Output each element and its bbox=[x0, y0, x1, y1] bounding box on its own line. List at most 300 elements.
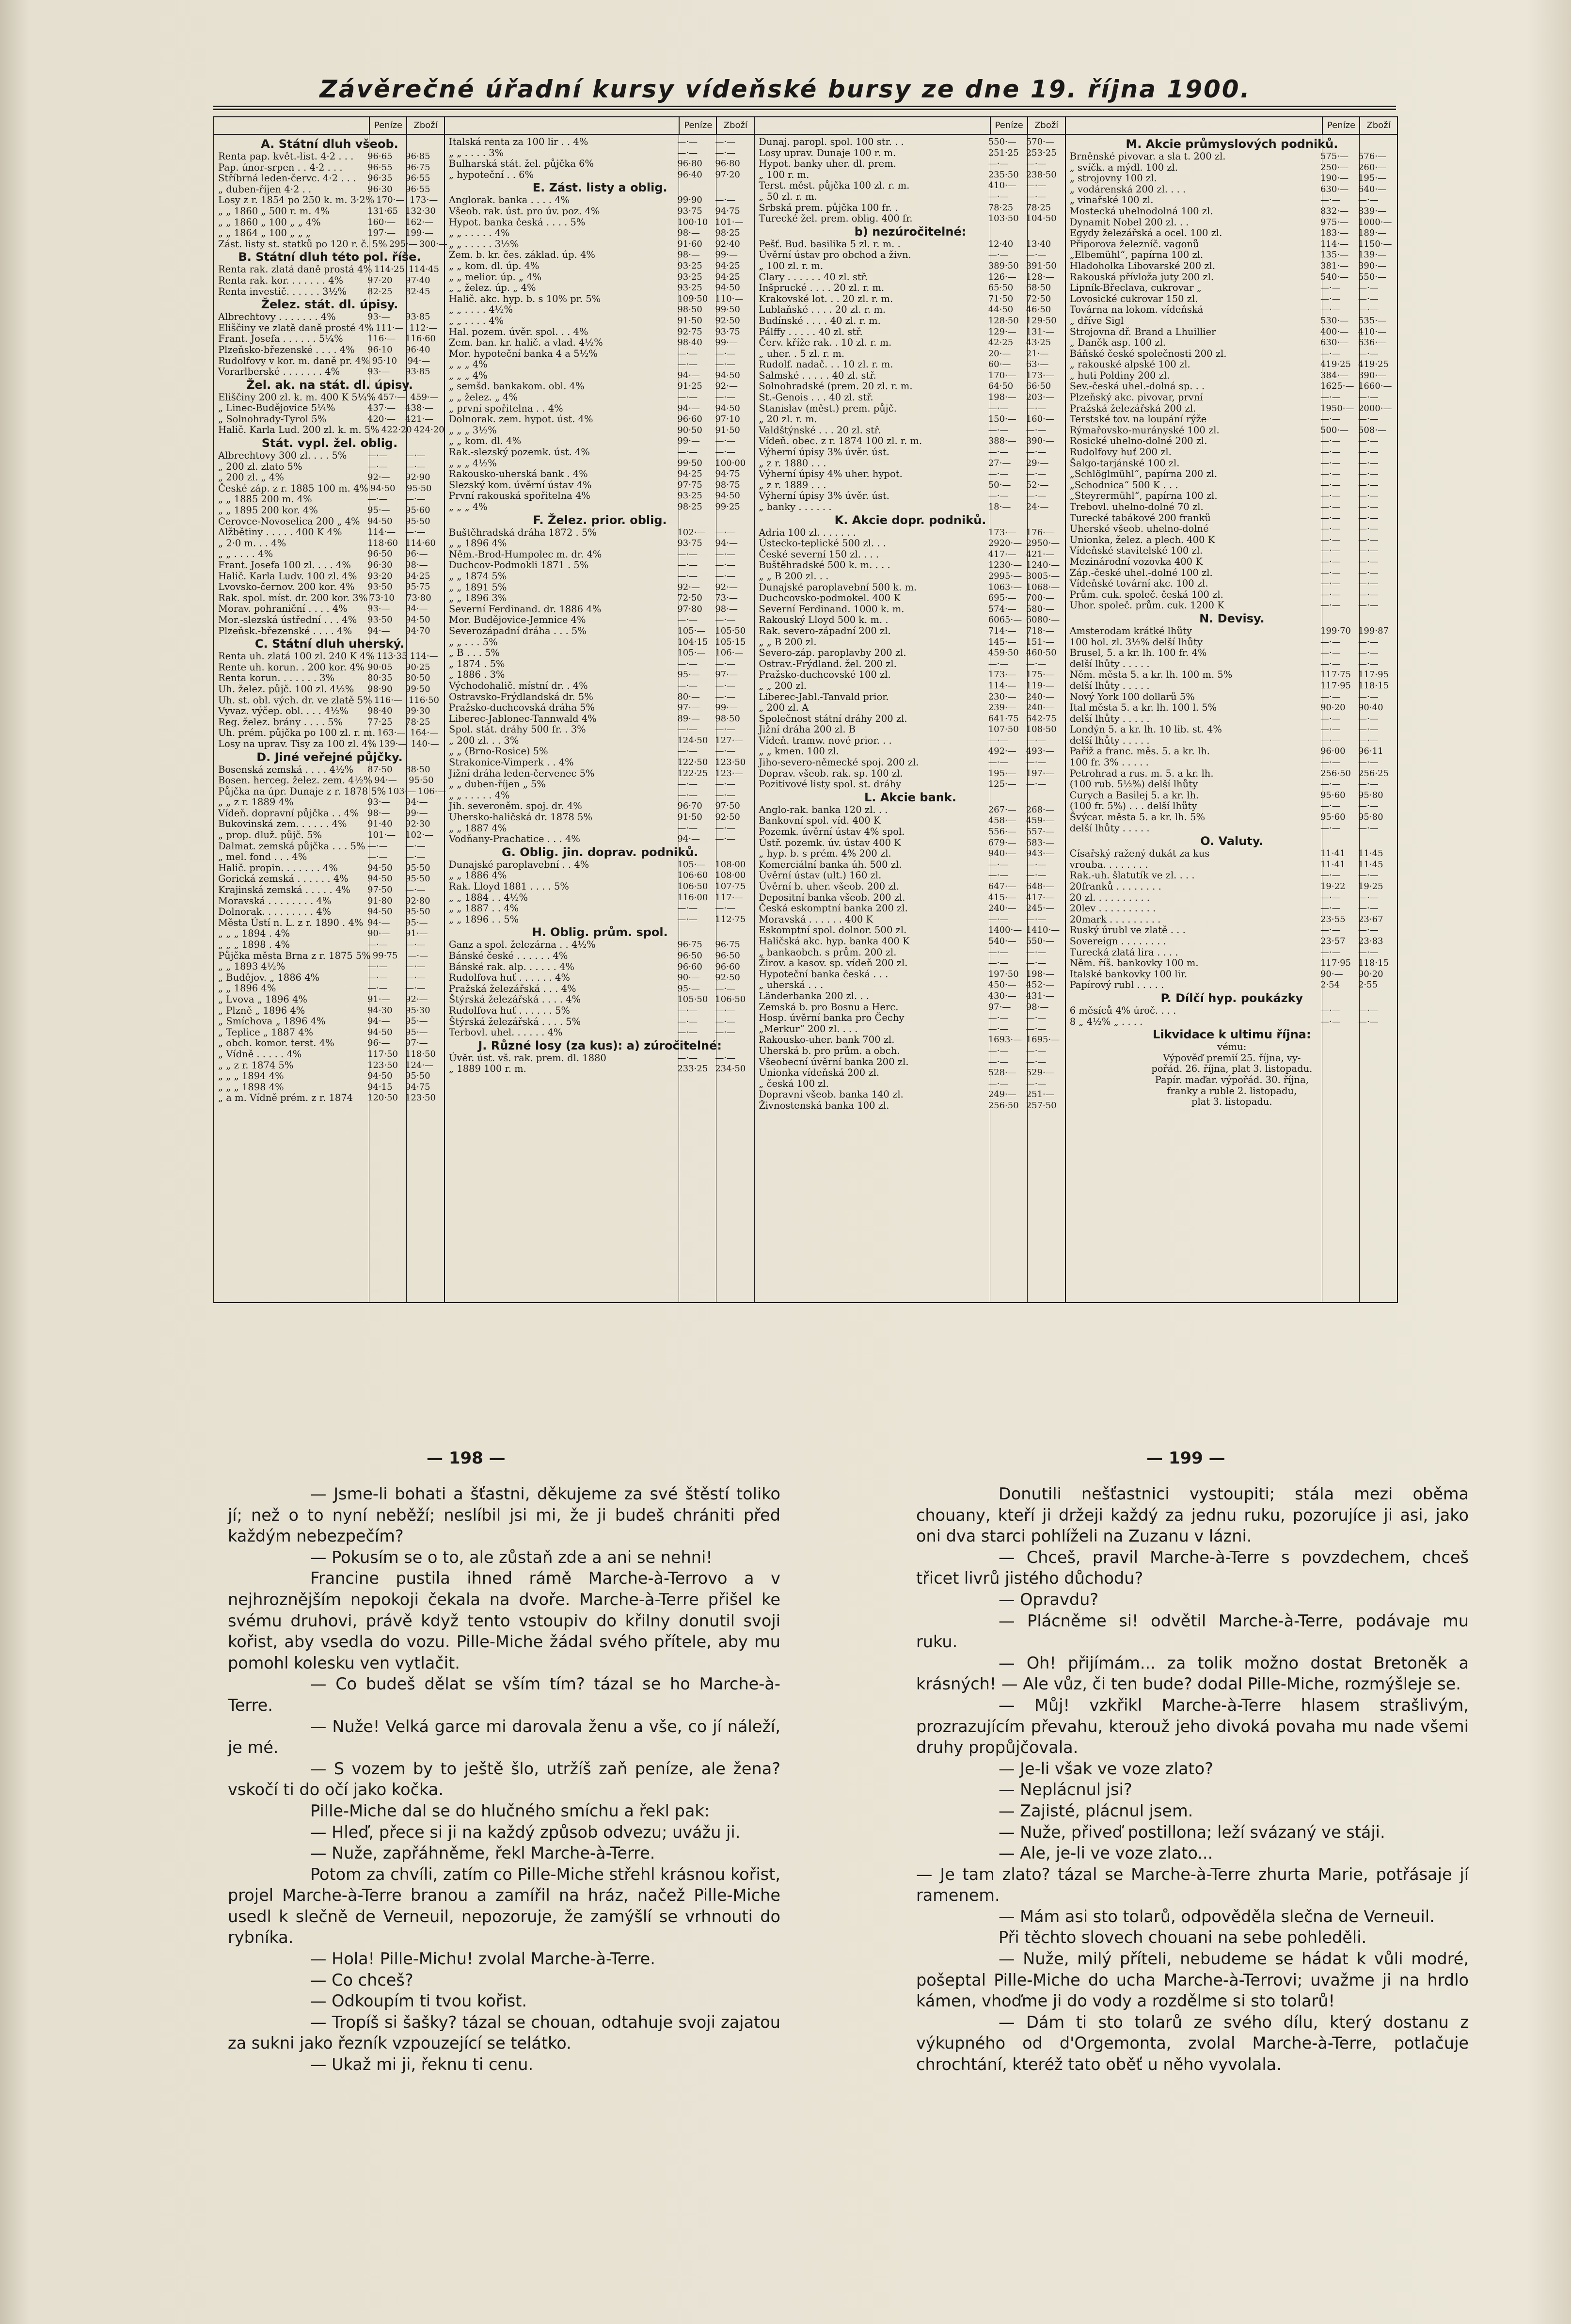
security-name: „ Teplice „ 1887 4% bbox=[218, 1026, 314, 1038]
goods-price: —·— bbox=[1358, 735, 1379, 746]
rate-row bbox=[218, 615, 441, 626]
security-name: Duchcov-Podmokli 1871 . 5% bbox=[449, 559, 589, 571]
money-price: —·— bbox=[677, 392, 698, 403]
money-price: —·— bbox=[1320, 779, 1341, 790]
security-name: Ganz a spol. železárna . . 4½% bbox=[449, 939, 596, 951]
security-name: delší lhůty . . . . . bbox=[1069, 822, 1150, 834]
security-name: „Elbemühl“, papírna 100 zl. bbox=[1069, 249, 1204, 261]
title-rule-bottom bbox=[213, 109, 1396, 110]
money-price: 199·70 bbox=[1320, 625, 1351, 636]
security-name: „ „ „ 3½% bbox=[449, 424, 497, 436]
note-line: vému: bbox=[1217, 1041, 1247, 1053]
money-price: 6065·— bbox=[988, 615, 1022, 625]
security-name: Halič. akc. hyp. b. s 10% pr. 5% bbox=[449, 293, 601, 304]
money-price: 540·— bbox=[1320, 271, 1349, 282]
money-price: 93·25 bbox=[677, 491, 702, 501]
security-name: „ „ 1874 5% bbox=[449, 570, 507, 582]
security-name: Města Ústí n. L. z r. 1890 . 4% bbox=[218, 917, 364, 928]
rate-row bbox=[449, 604, 751, 615]
rate-row bbox=[759, 805, 1062, 816]
money-price: 381·— bbox=[1320, 260, 1349, 271]
rate-row bbox=[218, 173, 441, 184]
money-price: —·— bbox=[1320, 293, 1341, 304]
security-name: „ 2·0 m. . . 4% bbox=[218, 537, 286, 549]
goods-price: —·— bbox=[1358, 1016, 1379, 1027]
security-name: Halič. propin. . . . . . . 4% bbox=[218, 862, 338, 874]
goods-price: 99·30 bbox=[405, 706, 430, 716]
security-name: Eliščiny 200 zl. k. m. 400 K 5¼% bbox=[218, 391, 376, 403]
rate-row bbox=[218, 928, 441, 939]
rate-row bbox=[449, 714, 751, 725]
goods-price: —·— bbox=[1026, 859, 1047, 870]
rate-row bbox=[759, 757, 1062, 768]
rate-row bbox=[759, 1079, 1062, 1090]
goods-price: 95·60 bbox=[405, 505, 430, 516]
rate-row bbox=[218, 516, 441, 527]
goods-price: —·— bbox=[715, 436, 736, 446]
goods-price: 452·— bbox=[1026, 980, 1054, 990]
security-name: Severní Ferdinand. dr. 1886 4% bbox=[449, 603, 602, 615]
story-paragraph: — Je-li však ve voze zlato? bbox=[999, 1759, 1213, 1778]
money-price: —·— bbox=[1320, 283, 1341, 293]
rate-row bbox=[1070, 469, 1394, 480]
security-name: delší lhůty . . . . . bbox=[1069, 734, 1150, 746]
security-name: Rudolfovy v kor. m. daně pr. 4% bbox=[218, 355, 370, 366]
story-paragraph: — Ale, je-li ve voze zlato... bbox=[999, 1844, 1213, 1863]
goods-price: 98·75 bbox=[715, 479, 740, 490]
goods-price: —·— bbox=[1358, 414, 1379, 425]
goods-price: 260·— bbox=[1358, 162, 1387, 173]
money-price: —·— bbox=[1320, 195, 1341, 206]
goods-price: 151·— bbox=[1026, 637, 1054, 647]
security-name: Londýn 5. a kr. lh. 10 lib. st. 4% bbox=[1069, 724, 1222, 735]
goods-price: —·— bbox=[1358, 447, 1379, 458]
money-price: 540·— bbox=[988, 936, 1016, 946]
goods-price: —·— bbox=[715, 834, 736, 844]
rate-row bbox=[449, 593, 751, 604]
goods-price: 91·50 bbox=[715, 425, 740, 435]
rate-row bbox=[449, 250, 751, 261]
security-name: „ 1874 . 5% bbox=[449, 658, 505, 669]
goods-price: —·— bbox=[715, 560, 736, 571]
goods-price: 2950·— bbox=[1026, 538, 1060, 549]
money-price: 23·55 bbox=[1320, 914, 1346, 924]
goods-price: 78·25 bbox=[405, 716, 430, 727]
security-name: Terbovl. uhel. . . . . . 4% bbox=[449, 1027, 563, 1038]
rate-row bbox=[1070, 502, 1394, 513]
section-heading: D. Jiné veřejné půjčky. bbox=[256, 750, 403, 764]
rate-row bbox=[218, 808, 441, 819]
goods-price: —·— bbox=[1026, 491, 1047, 501]
goods-price: 23·67 bbox=[1358, 914, 1383, 924]
rate-row bbox=[759, 560, 1062, 571]
rate-row bbox=[218, 1093, 441, 1104]
security-name: Pražská železářská 200 zl. bbox=[1069, 402, 1196, 414]
goods-price: 129·50 bbox=[1026, 315, 1057, 326]
goods-price: —·— bbox=[715, 983, 736, 994]
security-name: 100 hol. zl. 3½% delší lhůty bbox=[1069, 636, 1203, 648]
goods-price: 94·50 bbox=[715, 403, 740, 414]
goods-price: 108·50 bbox=[1026, 724, 1057, 735]
goods-price: 108·00 bbox=[715, 859, 746, 870]
rate-row bbox=[759, 159, 1062, 170]
security-name: „ „ 1896 4% bbox=[449, 538, 507, 549]
money-price: 550·— bbox=[988, 137, 1016, 147]
security-name: „ „ kom. dl. 4% bbox=[449, 435, 522, 447]
goods-price: —·— bbox=[405, 527, 426, 538]
goods-price: 97·40 bbox=[405, 275, 430, 286]
goods-price: 21·— bbox=[1026, 348, 1049, 359]
money-price: —·— bbox=[1320, 414, 1341, 425]
rate-row bbox=[449, 349, 751, 360]
goods-price: —·— bbox=[715, 195, 736, 206]
money-price: —·— bbox=[988, 1023, 1009, 1034]
money-price: 95·— bbox=[677, 669, 700, 680]
security-name: Severní Ferdinand. 1000 k. m. bbox=[759, 603, 905, 615]
goods-price: 72·50 bbox=[1026, 293, 1051, 304]
rate-row bbox=[1070, 724, 1394, 735]
money-price: —·— bbox=[677, 549, 698, 559]
rate-row bbox=[218, 345, 441, 356]
rate-row bbox=[759, 480, 1062, 491]
money-price: 170·— bbox=[988, 370, 1016, 381]
security-name: „ vodárenská 200 zl. . . . bbox=[1069, 183, 1186, 195]
security-name: Liberec-Jablonec-Tannwald 4% bbox=[449, 713, 597, 724]
section-heading: Žel. ak. na stát. dl. úpisy. bbox=[246, 378, 413, 392]
rate-row bbox=[449, 527, 751, 539]
goods-price: 91·— bbox=[405, 928, 428, 939]
rate-row bbox=[218, 764, 441, 776]
rate-row bbox=[218, 728, 441, 739]
rate-row bbox=[449, 834, 751, 845]
money-price: 295·— bbox=[389, 239, 417, 249]
goods-price: 419·25 bbox=[1358, 359, 1389, 370]
security-name: „ „ 1896 . . 5% bbox=[449, 913, 519, 925]
goods-price: 173·— bbox=[410, 195, 438, 206]
money-price: 92·75 bbox=[677, 326, 702, 337]
security-name: „ „ 1885 200 m. 4% bbox=[218, 493, 312, 505]
goods-price: 97·— bbox=[405, 1038, 428, 1049]
goods-price: 24·— bbox=[1026, 502, 1049, 512]
goods-price: 240·— bbox=[1026, 691, 1054, 702]
money-price: 198·— bbox=[988, 392, 1016, 403]
security-name: Bánské rak. alp. . . . . . 4% bbox=[449, 961, 574, 972]
money-price: 940·— bbox=[988, 848, 1016, 859]
money-price: 90·20 bbox=[1320, 702, 1346, 713]
goods-price: 66·50 bbox=[1026, 381, 1051, 392]
security-name: Amsterodam krátké lhůty bbox=[1069, 625, 1192, 637]
story-paragraph: — Pokusím se o to, ale zůstaň zde a ani se nehni! bbox=[310, 1547, 713, 1567]
rate-row bbox=[1070, 184, 1394, 195]
money-price: 18·— bbox=[988, 502, 1011, 512]
goods-price: —·— bbox=[715, 903, 736, 914]
goods-price: 718·— bbox=[1026, 625, 1054, 636]
money-price: 42·25 bbox=[988, 337, 1014, 348]
rate-row bbox=[759, 593, 1062, 604]
security-name: „ Linec-Budějovice 5¼% bbox=[218, 402, 335, 414]
goods-price: 95·80 bbox=[1358, 790, 1383, 800]
goods-price: —·— bbox=[1358, 903, 1379, 914]
goods-price: —·— bbox=[405, 450, 426, 461]
rate-row bbox=[218, 852, 441, 863]
rate-row bbox=[449, 538, 751, 549]
security-name: Dolnorak. . . . . . . . . 4% bbox=[218, 906, 332, 918]
goods-price: —·— bbox=[1358, 567, 1379, 578]
money-price: —·— bbox=[367, 852, 388, 862]
money-price: 50·— bbox=[988, 479, 1011, 490]
goods-price: 94·— bbox=[715, 538, 738, 549]
goods-price: 29·— bbox=[1026, 458, 1049, 468]
security-name: Mor.-slezská ústřední . . . 4% bbox=[218, 614, 357, 625]
money-price: 129·— bbox=[988, 326, 1016, 337]
rate-row bbox=[218, 238, 447, 250]
rate-row bbox=[1070, 513, 1394, 524]
goods-price: 95·— bbox=[405, 1016, 428, 1027]
rate-row bbox=[449, 283, 751, 294]
goods-price: 92·50 bbox=[715, 315, 740, 326]
money-price: 117·95 bbox=[1320, 958, 1351, 969]
security-name: Rak. severo-západní 200 zl. bbox=[759, 625, 891, 637]
money-price: 93·20 bbox=[367, 571, 393, 581]
money-price: —·— bbox=[677, 615, 698, 625]
goods-price: 105·50 bbox=[715, 625, 746, 636]
goods-price: —·— bbox=[715, 1016, 736, 1027]
money-price: —·— bbox=[1320, 512, 1341, 523]
money-price: 12·40 bbox=[988, 239, 1014, 249]
money-price: 94·50 bbox=[367, 516, 393, 526]
goods-price: —·— bbox=[1358, 637, 1379, 647]
money-price: 77·25 bbox=[367, 716, 393, 727]
money-price: 91·25 bbox=[677, 381, 702, 392]
goods-price: 88·50 bbox=[405, 764, 430, 775]
story-paragraph: — Nuže! Velká garce mi darovala ženu a vše, co jí náleží, je mé. bbox=[228, 1717, 780, 1757]
money-price: —·— bbox=[988, 757, 1009, 768]
money-price: 96·60 bbox=[677, 961, 702, 972]
table-column-1 bbox=[214, 117, 445, 1302]
rate-row bbox=[759, 381, 1062, 392]
rate-row bbox=[759, 692, 1062, 703]
section-heading: L. Akcie bank. bbox=[864, 790, 956, 804]
money-price: 93·75 bbox=[677, 538, 702, 549]
goods-price: —·— bbox=[1358, 534, 1379, 545]
money-price: —·— bbox=[1320, 1016, 1341, 1027]
security-name: Halič. Karla Lud. 200 zl. k. m. 5% bbox=[218, 424, 380, 436]
money-price: 384·— bbox=[1320, 370, 1349, 381]
goods-price: 99·— bbox=[715, 337, 738, 348]
money-price: —·— bbox=[988, 914, 1009, 924]
money-price: —·— bbox=[988, 870, 1009, 881]
money-price: —·— bbox=[1320, 735, 1341, 746]
money-price: 73·10 bbox=[369, 592, 395, 603]
money-price: 101·— bbox=[367, 830, 396, 841]
security-name: Adria 100 zl. . . . . . . bbox=[759, 526, 856, 538]
section-heading: N. Devisy. bbox=[1199, 611, 1265, 625]
goods-price: 95·50 bbox=[405, 874, 430, 884]
rate-row bbox=[759, 359, 1062, 370]
security-name: Úvěrní ústav (ult.) 160 zl. bbox=[759, 870, 882, 881]
goods-price: 108·00 bbox=[715, 870, 746, 881]
goods-price: 240·— bbox=[1026, 702, 1054, 713]
rate-row bbox=[218, 896, 441, 907]
security-name: „Steyrermühl“, papírna 100 zl. bbox=[1069, 490, 1218, 502]
goods-price: 203·— bbox=[1026, 392, 1054, 403]
security-name: Rak.-slezský pozemk. úst. 4% bbox=[449, 446, 590, 458]
security-name: Štýrská železářská . . . . 5% bbox=[449, 1016, 581, 1027]
goods-price: —·— bbox=[405, 494, 426, 505]
money-price: 11·41 bbox=[1320, 859, 1346, 870]
security-name: Strakonice-Vimperk . . 4% bbox=[449, 757, 574, 768]
security-name: „ „ 1860 „ 500 r. m. 4% bbox=[218, 205, 330, 217]
security-name: Plzeňsk.-březenské . . . . 4% bbox=[218, 625, 352, 637]
rate-row bbox=[449, 903, 751, 914]
goods-price: —·— bbox=[1026, 469, 1047, 479]
security-name: Zem. b. kr. čes. základ. úp. 4% bbox=[449, 249, 595, 261]
security-name: Pražsko-duchcovská dráha 5% bbox=[449, 702, 595, 714]
rate-row bbox=[1070, 151, 1394, 162]
goods-price: 94·— bbox=[405, 797, 428, 808]
security-name: Cerovce-Novoselica 200 „ 4% bbox=[218, 515, 360, 527]
security-name: Uh. želez. půjč. 100 zl. 4½% bbox=[218, 683, 354, 695]
goods-price: 99·50 bbox=[715, 304, 740, 315]
story-paragraph: — Hleď, přece si ji na každý způsob odvezu; uvážu ji. bbox=[310, 1822, 741, 1842]
security-name: Paříž a franc. měs. 5. a kr. lh. bbox=[1069, 746, 1210, 757]
security-name: Vídeň. tramw. nové prior. . . bbox=[759, 734, 892, 746]
money-price: 106·50 bbox=[677, 881, 708, 891]
goods-price: —·— bbox=[1358, 392, 1379, 403]
rate-row bbox=[449, 392, 751, 403]
money-price: 714·— bbox=[988, 625, 1016, 636]
money-price: —·— bbox=[677, 348, 698, 359]
section-heading: Stát. vypl. žel. oblig. bbox=[261, 436, 398, 450]
security-name: Dunajské paroplavební 500 k. m. bbox=[759, 581, 917, 593]
security-name: Císařský ražený dukát za kus bbox=[1069, 848, 1210, 860]
money-price: —·— bbox=[1320, 925, 1341, 936]
money-price: 93·75 bbox=[677, 206, 702, 216]
security-name: „ „ 1893 4½% bbox=[218, 961, 286, 972]
security-name: Bankovní spol. víd. 400 K bbox=[759, 815, 881, 827]
goods-price: 6080·— bbox=[1026, 615, 1060, 625]
rate-row bbox=[218, 184, 441, 195]
security-name: „ B . . . 5% bbox=[449, 647, 500, 659]
security-name: Renta uh. zlatá 100 zl. 240 K 4% bbox=[218, 651, 375, 662]
rate-row bbox=[218, 582, 441, 593]
rate-row bbox=[449, 502, 751, 513]
goods-price: —·— bbox=[1358, 524, 1379, 534]
goods-price: 43·25 bbox=[1026, 337, 1051, 348]
exchange-rates-table bbox=[213, 116, 1398, 1303]
goods-price: 529·— bbox=[1026, 1067, 1054, 1078]
security-name: „ „ „ 1898 . 4% bbox=[218, 939, 290, 950]
money-price: 102·— bbox=[677, 527, 706, 538]
security-name: Moravská . . . . . . 400 K bbox=[759, 913, 873, 925]
rate-row bbox=[759, 1002, 1062, 1013]
goods-price: —·— bbox=[715, 549, 736, 559]
security-name: 20mark . . . . . . . . . bbox=[1069, 913, 1161, 925]
rate-row bbox=[1070, 545, 1394, 557]
rate-row bbox=[449, 637, 751, 648]
money-price: —·— bbox=[1320, 947, 1341, 957]
rate-row bbox=[218, 366, 441, 378]
rate-row bbox=[1070, 892, 1394, 904]
goods-price: 1150·— bbox=[1358, 239, 1392, 249]
title-rule-top bbox=[213, 106, 1396, 107]
goods-price: —·— bbox=[1358, 823, 1379, 833]
goods-price: 13·40 bbox=[1026, 239, 1051, 249]
money-price: —·— bbox=[988, 958, 1009, 969]
security-name: Vídeň. dopravní půjčka . . 4% bbox=[218, 807, 359, 819]
security-name: „ „ 1896 4% bbox=[218, 983, 276, 994]
rate-row bbox=[449, 217, 751, 228]
security-name: Šalgo-tarjánské 100 zl. bbox=[1069, 457, 1180, 469]
rate-row bbox=[759, 414, 1062, 425]
goods-price: 73·— bbox=[715, 593, 738, 604]
security-name: České severní 150 zl. . . . bbox=[759, 548, 879, 560]
security-name: Renta rak. kor. . . . . . . 4% bbox=[218, 274, 344, 286]
goods-price: —·— bbox=[1026, 658, 1047, 669]
table-column-4 bbox=[1066, 117, 1397, 1302]
money-price: 116·— bbox=[374, 695, 402, 705]
goods-price: 106·— bbox=[715, 648, 744, 658]
rate-row bbox=[1070, 283, 1394, 294]
money-price: 135·— bbox=[1320, 250, 1349, 260]
security-name: Vídeň. obec. z r. 1874 100 zl. r. m. bbox=[759, 435, 922, 447]
money-price: 90·50 bbox=[677, 425, 702, 435]
goods-price: —·— bbox=[1358, 283, 1379, 293]
security-name: „ „ 1896 3% bbox=[449, 592, 507, 604]
security-name: Losy uprav. Dunaje 100 r. m. bbox=[759, 147, 896, 159]
money-price: 96·40 bbox=[677, 169, 702, 180]
rate-row bbox=[1070, 447, 1394, 458]
security-name: Vorarlberské . . . . . . . 4% bbox=[218, 366, 340, 378]
money-price: 100·10 bbox=[677, 217, 708, 227]
money-price: 90·— bbox=[1320, 969, 1343, 979]
rate-row bbox=[1070, 239, 1394, 250]
rate-row bbox=[449, 359, 751, 370]
rate-row bbox=[449, 261, 751, 272]
money-price: 98·50 bbox=[677, 304, 702, 315]
goods-price: —·— bbox=[1026, 779, 1047, 790]
security-name: Renta investič. . . . . . 3½% bbox=[218, 286, 347, 297]
goods-price: 19·25 bbox=[1358, 881, 1383, 891]
security-name: Ústecko-teplické 500 zl. . . bbox=[759, 538, 886, 549]
money-price: 91·60 bbox=[677, 239, 702, 249]
security-name: „ strojovny 100 zl. bbox=[1069, 173, 1157, 184]
story-paragraph: — Co chceš? bbox=[310, 1970, 413, 1990]
money-price: —·— bbox=[677, 147, 698, 158]
goods-price: —·— bbox=[1358, 589, 1379, 600]
money-price: 1230·— bbox=[988, 560, 1022, 571]
money-price: 97·— bbox=[988, 1002, 1011, 1012]
security-name: vrouba. . . . . . . . bbox=[1069, 859, 1148, 870]
security-name: Solnohradské (prem. 20 zl. r. m. bbox=[759, 381, 913, 392]
rate-row bbox=[218, 706, 441, 717]
goods-price: —·— bbox=[1358, 892, 1379, 903]
rate-row bbox=[1070, 381, 1394, 392]
security-name: „ „ z r. 1874 5% bbox=[218, 1059, 294, 1071]
money-price: —·— bbox=[1320, 637, 1341, 647]
security-name: „ Solnohrady-Tyrol 5% bbox=[218, 413, 327, 425]
money-price: 95·60 bbox=[1320, 812, 1346, 823]
rate-row bbox=[759, 213, 1062, 224]
security-name: Rakouská přívloža juty 200 zl. bbox=[1069, 271, 1214, 283]
column-rule bbox=[1359, 117, 1360, 1302]
rate-row bbox=[449, 294, 751, 305]
rate-row bbox=[218, 994, 441, 1005]
goods-price: 245·— bbox=[1026, 903, 1054, 914]
goods-price: —·— bbox=[1026, 250, 1047, 260]
rate-row bbox=[759, 903, 1062, 914]
money-price: —·— bbox=[1320, 757, 1341, 768]
